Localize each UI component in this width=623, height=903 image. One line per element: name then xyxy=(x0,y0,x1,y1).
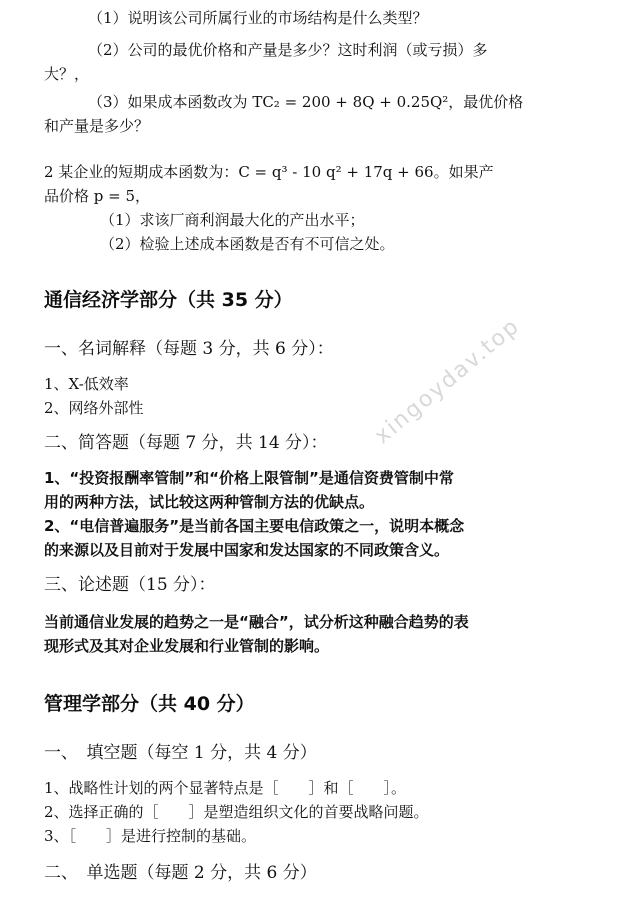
problem-2-line2: 品价格 p = 5， xyxy=(44,187,151,205)
mgmt-fill-3: 3、［ ］是进行控制的基础。 xyxy=(44,827,257,845)
problem-2-line1: 2 某企业的短期成本函数为：C = q³ - 10 q² + 17q + 66。如果产 xyxy=(44,163,494,181)
question-1-2-line2: 大？， xyxy=(44,65,90,83)
question-1-3-line1: （3）如果成本函数改为 TC₂ = 200 + 8Q + 0.25Q²，最优价格 xyxy=(88,93,524,111)
telecom-short-q1-line2: 用的两种方法，试比较这两种管制方法的优缺点。 xyxy=(44,493,375,511)
telecom-part3-title: 三、论述题（15 分）： xyxy=(44,575,216,595)
mgmt-fill-2: 2、选择正确的［ ］是塑造组织文化的首要战略问题。 xyxy=(44,803,429,821)
telecom-short-q2-line2: 的来源以及目前对于发展中国家和发达国家的不同政策含义。 xyxy=(44,541,450,559)
watermark-text: xingoydav.top xyxy=(370,313,525,450)
telecom-part1-title: 一、名词解释（每题 3 分，共 6 分）： xyxy=(44,339,334,359)
telecom-short-q1-line1: 1、“投资报酬率管制”和“价格上限管制”是通信资费管制中常 xyxy=(44,469,454,487)
telecom-essay-line2: 现形式及其对企业发展和行业管制的影响。 xyxy=(44,637,330,655)
question-1-3-line2: 和产量是多少？ xyxy=(44,117,150,135)
telecom-term-2: 2、网络外部性 xyxy=(44,399,144,417)
mgmt-part1-title: 一、 填空题（每空 1 分，共 4 分） xyxy=(44,743,317,763)
mgmt-fill-1: 1、战略性计划的两个显著特点是［ ］和［ ］。 xyxy=(44,779,407,797)
question-1-1: （1）说明该公司所属行业的市场结构是什么类型？ xyxy=(88,9,428,27)
problem-2-sub2: （2）检验上述成本函数是否有不可信之处。 xyxy=(100,235,395,253)
problem-2-sub1: （1）求该厂商利润最大化的产出水平； xyxy=(100,211,365,229)
telecom-essay-line1: 当前通信业发展的趋势之一是“融合”，试分析这种融合趋势的表 xyxy=(44,613,469,631)
telecom-short-q2-line1: 2、“电信普遍服务”是当前各国主要电信政策之一，说明本概念 xyxy=(44,517,465,535)
question-1-2-line1: （2）公司的最优价格和产量是多少？这时利润（或亏损）多 xyxy=(88,41,488,59)
telecom-part2-title: 二、简答题（每题 7 分，共 14 分）： xyxy=(44,433,328,453)
mgmt-part2-title: 二、 单选题（每题 2 分，共 6 分） xyxy=(44,863,317,883)
section-telecom-title: 通信经济学部分（共 35 分） xyxy=(44,289,293,311)
telecom-term-1: 1、X-低效率 xyxy=(44,375,129,393)
section-management-title: 管理学部分（共 40 分） xyxy=(44,693,255,715)
